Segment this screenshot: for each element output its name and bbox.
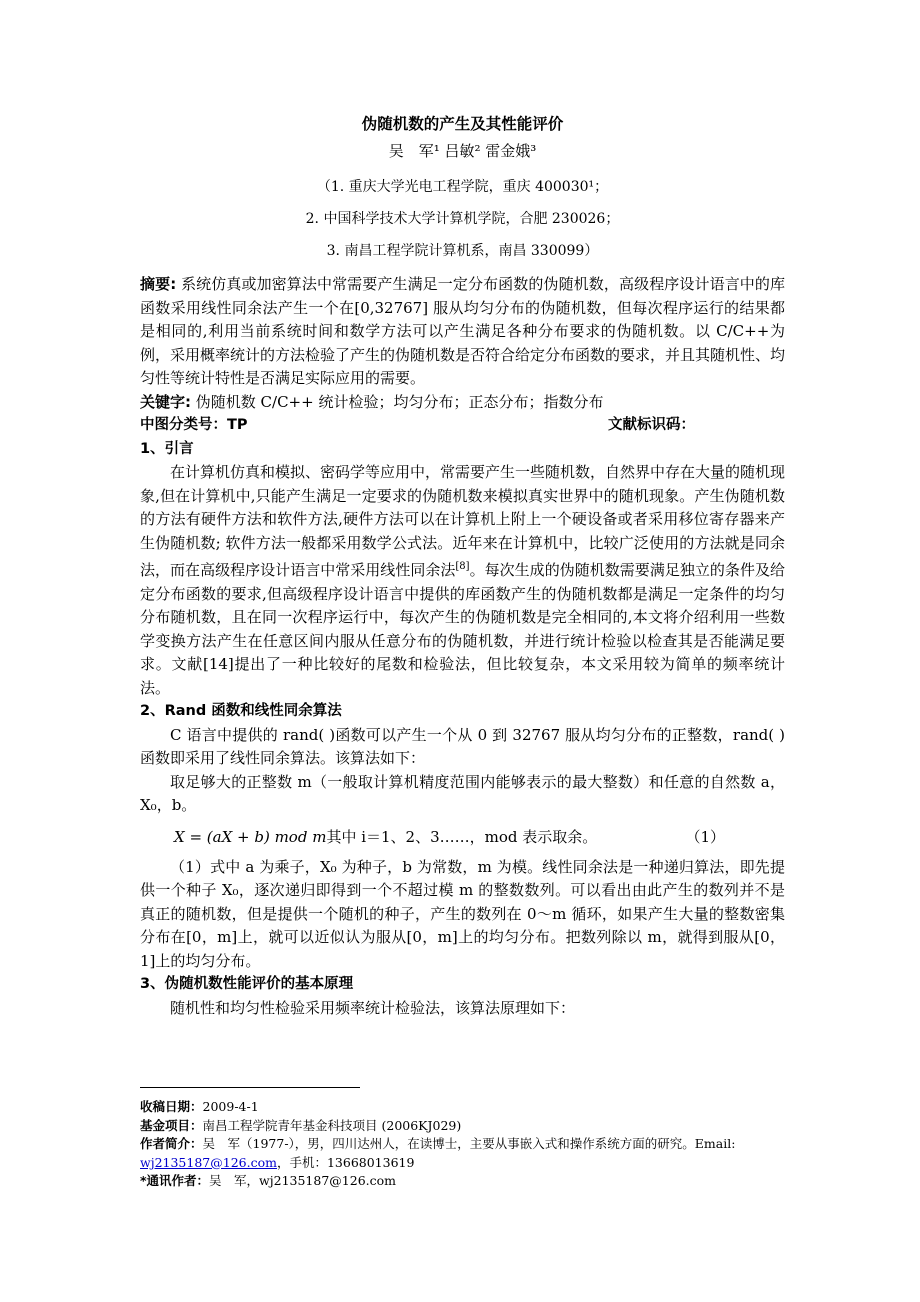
section-2-paragraph-2: 取足够大的正整数 m（一般取计算机精度范围内能够表示的最大整数）和任意的自然数 a，X₀，b。 [140,772,785,814]
classification-label: 中图分类号：TP [140,417,248,433]
fund-label: 基金项目： [140,1117,203,1133]
section-1-text-b: 。每次生成的伪随机数需要满足独立的条件及给定分布函数的要求,但高级程序设计语言中提供的库函数产生的伪随机数都是满足一定条件的均匀分布随机数，且在同一次程序运行中，每次产生的伪随机数是完全相同的,本文将介绍利用一些数学变换方法产生在任意区间内服从任意分布的伪随机数，并进行统计检验以检查其是否能满足要求。文献[14]提出了一种比较好的尾数和检验法，但比较复杂，本文采用较为简单的频率统计法。 [140,561,785,697]
formula-number: （1） [685,827,725,846]
affiliation-3: 3. 南昌工程学院计算机系，南昌 330099） [326,243,599,259]
abstract [140,273,785,391]
footnote-corresponding [140,1172,790,1191]
affiliation-1: （1. 重庆大学光电工程学院，重庆 400030¹； [316,179,609,195]
keywords [140,391,785,415]
corresponding-text: 吴 军，wj2135187@126.com [209,1173,397,1188]
authors: 吴 军¹ 吕敏² 雷金娥³ [388,142,537,160]
email-link[interactable]: wj2135187@126.com [140,1154,277,1170]
received-label: 收稿日期： [140,1099,203,1114]
phone-text: ，手机：13668013619 [276,1154,415,1170]
section-2-paragraph-3: （1）式中 a 为乘子，X₀ 为种子，b 为常数，m 为模。线性同余法是一种递归算法，即先提供一个种子 X₀，逐次递归即得到一个不超过模 m 的整数数列。可以看出由此产生的数列并不是真正的随机数，但是提供一个随机的种子，产生的数列在 0～m 循环，如果产生大量的整数密集分布在[0，m]上，就可以近似认为服从[0，m]上的均匀分布。把数列除以 m，就得到服从[0，1]上的均匀分布。 [140,857,785,970]
reference-8: [8] [455,561,470,572]
footnote-divider [140,1087,360,1088]
author-text: 吴 军（1977-），男，四川达州人，在读博士，主要从事嵌入式和操作系统方面的研究。Email: [202,1136,736,1151]
abstract-text: 系统仿真或加密算法中常需要产生满足一定分布函数的伪随机数，高级程序设计语言中的库函数采用线性同余法产生一个在[0,32767] 服从均匀分布的伪随机数，但每次程序运行的结果都是相同的,利用当前系统时间和数学方法可以产生满足各种分布要求的伪随机数。以 C/C++为例，采用概率统计的方法检验了产生的伪随机数是否符合给定分布函数的要求，并且其随机性、均匀性等统计特性是否满足实际应用的需要。 [140,275,786,387]
author-label: 作者简介： [140,1136,203,1151]
formula-expression: X = (aX + b) mod m [174,827,327,846]
section-3-heading: 3、伪随机数性能评价的基本原理 [140,976,354,992]
fund-text: 南昌工程学院青年基金科技项目 (2006KJ029) [202,1117,462,1133]
section-2-paragraph-1: C 语言中提供的 rand( )函数可以产生一个从 0 到 32767 服从均匀分布的正整数，rand( )函数即采用了线性同余算法。该算法如下： [140,725,785,767]
formula-description: 其中 i＝1、2、3……，mod 表示取余。 [326,827,598,846]
footnote-fund [140,1117,790,1136]
footnote-author [140,1135,790,1172]
affiliation-2: 2. 中国科学技术大学计算机学院，合肥 230026； [305,211,620,227]
section-1-heading: 1、引言 [140,440,194,457]
footnotes [140,1098,790,1191]
classification-row [140,414,785,438]
paper-title: 伪随机数的产生及其性能评价 [361,115,564,133]
document-code-label: 文献标识码： [608,417,695,433]
paper-page [140,112,785,1020]
received-date: 2009-4-1 [202,1099,259,1114]
formula-1 [140,822,785,852]
section-2-heading: 2、Rand 函数和线性同余算法 [140,703,342,719]
affiliations [140,177,785,261]
keywords-label: 关键字: [140,392,191,411]
corresponding-label: *通讯作者： [140,1173,210,1188]
section-3-paragraph: 随机性和均匀性检验采用频率统计检验法，该算法原理如下： [170,998,576,1017]
section-1-text-a: 在计算机仿真和模拟、密码学等应用中，常需要产生一些随机数，自然界中存在大量的随机现象,但在计算机中,只能产生满足一定要求的伪随机数来模拟真实世界中的随机现象。产生伪随机数的方法有硬件方法和软件方法,硬件方法可以在计算机上附上一个硬设备或者采用移位寄存器来产生伪随机数; 软件方法一般都采用数学公式法。近年来在计算机中，比较广泛使用的方法就是同余法，而在高级程序设计语言中常采用线性同余法 [140,463,786,579]
footnote-received [140,1098,790,1117]
section-1-paragraph [140,461,785,700]
abstract-label: 摘要: [140,275,177,293]
keywords-text: 伪随机数 C/C++ 统计检验；均匀分布；正态分布；指数分布 [191,392,604,411]
